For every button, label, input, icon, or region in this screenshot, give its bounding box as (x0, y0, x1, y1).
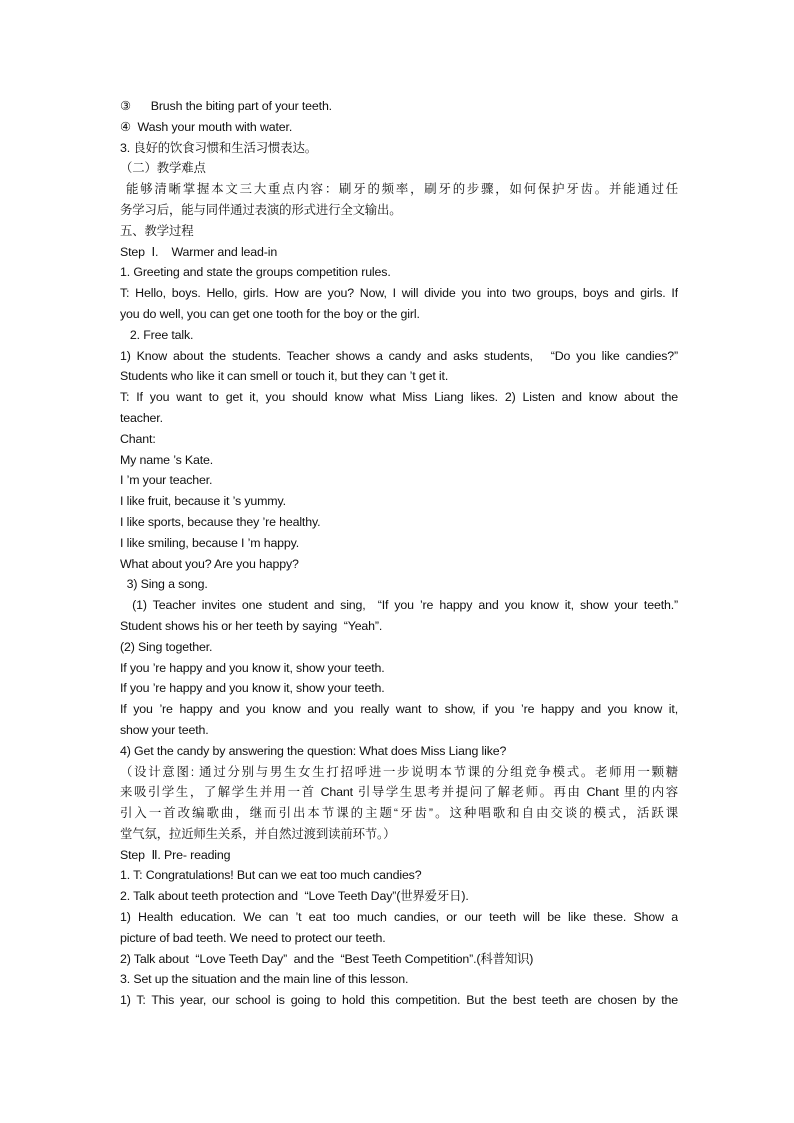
text-line: T: If you want to get it, you should know what Miss Liang likes. 2) Listen and know about the (120, 390, 678, 405)
text-line: (2) Sing together. (120, 639, 213, 654)
text-line: 1) Know about the students. Teacher shows a candy and asks students, “Do you like candies?” (120, 348, 678, 363)
text-line: I like sports, because they ’re healthy. (120, 514, 321, 529)
text-line: Step Ⅰ. Warmer and lead-in (120, 244, 278, 259)
text-line: you do well, you can get one tooth for the boy or the girl. (120, 306, 420, 321)
text-line: 1) Health education. We can ’t eat too much candies, or our teeth will be like these. Show a (120, 910, 678, 925)
text-line: Chant: (120, 431, 156, 446)
text-line: What about you? Are you happy? (120, 556, 299, 571)
text-line: show your teeth. (120, 722, 209, 737)
text-line: If you ’re happy and you know it, show your teeth. (120, 660, 385, 675)
text-line: Students who like it can smell or touch it, but they can ’t get it. (120, 369, 449, 384)
text-line: （二）教学难点 (120, 161, 206, 176)
text-line: 1. T: Congratulations! But can we eat too much candies? (120, 868, 422, 883)
text-line: Step Ⅱ. Pre- reading (120, 847, 231, 862)
text-line: teacher. (120, 410, 163, 425)
text-line: (1) Teacher invites one student and sing, “If you ’re happy and you know it, show your teeth.” (120, 598, 678, 613)
text-line: If you ’re happy and you know and you really want to show, if you ’re happy and you know it, (120, 702, 678, 717)
text-line: 1. Greeting and state the groups competition rules. (120, 265, 391, 280)
text-line: 2. Free talk. (120, 327, 194, 342)
text-line: I like fruit, because it ’s yummy. (120, 494, 286, 509)
text-line: If you ’re happy and you know it, show your teeth. (120, 681, 385, 696)
text-line: 堂气氛，拉近师生关系，并自然过渡到读前环节。） (120, 826, 396, 841)
text-line: picture of bad teeth. We need to protect our teeth. (120, 930, 386, 945)
document-body (120, 96, 678, 1011)
text-line: 1) T: This year, our school is going to hold this competition. But the best teeth are chosen by the (120, 993, 678, 1008)
text-line: 4) Get the candy by answering the question: What does Miss Liang like? (120, 743, 507, 758)
text-line: T: Hello, boys. Hello, girls. How are you? Now, I will divide you into two groups, boys and girls. If (120, 286, 678, 301)
text-line: 务学习后，能与同伴通过表演的形式进行全文输出。 (120, 202, 402, 217)
text-line: 3) Sing a song. (120, 577, 208, 592)
text-line: ③ Brush the biting part of your teeth. (120, 99, 332, 113)
text-line: 3. Set up the situation and the main line of this lesson. (120, 972, 409, 987)
text-line: I ’m your teacher. (120, 473, 213, 488)
text-line: 3. 良好的饮食习惯和生活习惯表达。 (120, 140, 317, 155)
text-line: （设计意图: 通过分别与男生女生打招呼进一步说明本节课的分组竞争模式。老师用一颗糖 (120, 764, 678, 779)
text-line: Student shows his or her teeth by saying “Yeah”. (120, 618, 383, 633)
text-line: ④ Wash your mouth with water. (120, 119, 293, 134)
text-line: My name ’s Kate. (120, 452, 214, 467)
text-line: 2) Talk about “Love Teeth Day” and the “Best Teeth Competition”.(科普知识) (120, 951, 534, 966)
text-line: 能够清晰掌握本文三大重点内容：刷牙的频率，刷牙的步骤，如何保护牙齿。并能通过任 (126, 182, 678, 197)
text-line: 引入一首改编歌曲，继而引出本节课的主题“牙齿”。这种唱歌和自由交谈的模式，活跃课 (120, 806, 678, 821)
text-line: 来吸引学生，了解学生并用一首 Chant 引导学生思考并提问了解老师。再由 Chant 里的内容 (120, 785, 678, 800)
text-line: I like smiling, because I ’m happy. (120, 535, 300, 550)
text-line: 五、教学过程 (120, 223, 194, 238)
text-line: 2. Talk about teeth protection and “Love Teeth Day”(世界爱牙日). (120, 889, 469, 904)
